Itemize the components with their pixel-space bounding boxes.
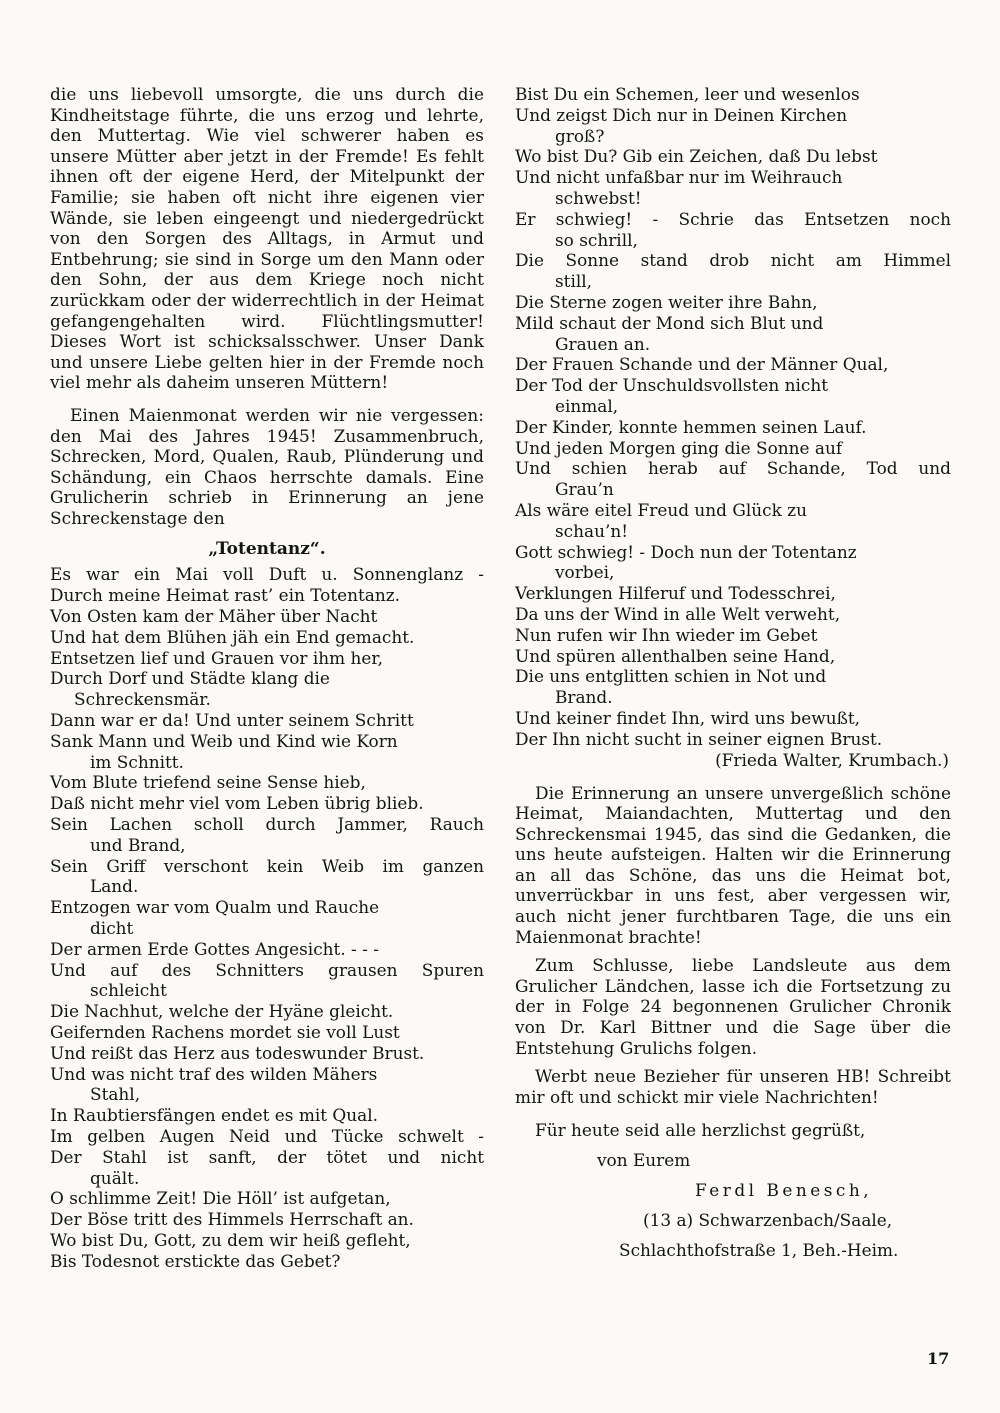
- signature-from: von Eurem: [597, 1150, 691, 1171]
- poem-line: Der Frauen Schande und der Männer Qual,: [515, 354, 889, 375]
- poem-line: Bis Todesnot erstickte das Gebet?: [50, 1250, 341, 1271]
- poem-line: Mild schaut der Mond sich Blut und: [515, 312, 824, 333]
- poem-line: Wo bist Du, Gott, zu dem wir heiß gefleht,: [50, 1229, 411, 1250]
- werbt-paragraph: Werbt neue Bezieher für unseren HB! Schreibt mir oft und schickt mir viele Nachrichten!: [515, 1066, 951, 1107]
- poem-line: Wo bist Du? Gib ein Zeichen, daß Du lebst: [515, 146, 878, 167]
- poem-line: Und jeden Morgen ging die Sonne auf: [515, 437, 843, 458]
- poem-line: Der Kinder, konnte hemmen seinen Lauf.: [515, 416, 867, 437]
- poem-attribution: (Frieda Walter, Krumbach.): [715, 749, 949, 770]
- poem-line: und Brand,: [90, 834, 186, 855]
- poem-title: „Totentanz“.: [208, 539, 326, 560]
- signature-name: Ferdl Benesch,: [695, 1180, 873, 1201]
- poem-line: Die Sterne zogen weiter ihre Bahn,: [515, 291, 818, 312]
- signature-address-line2: Schlachthofstraße 1, Beh.-Heim.: [619, 1240, 899, 1261]
- poem-line: Durch meine Heimat rast’ ein Totentanz.: [50, 585, 401, 606]
- erinnerung-paragraph: Die Erinnerung an unsere unvergeßlich schöne Heimat, Maiandachten, Muttertag und den Schreckensmai 1945, das sind die Gedanken, die uns heute aufsteigen. Halten wir die Erinnerung an all das Schöne, das uns die Heimat bot, unverrückbar in uns fest, aber vergessen wir, auch nicht jener furchtbaren Tage, die uns ein Maienmonat brachte!: [515, 782, 951, 947]
- poem-line: Der Tod der Unschuldsvollsten nicht: [515, 375, 829, 396]
- poem-line: Und zeigst Dich nur in Deinen Kirchen: [515, 104, 848, 125]
- poem-line: so schrill,: [555, 229, 638, 250]
- poem-line: vorbei,: [555, 562, 615, 583]
- poem-line: Da uns der Wind in alle Welt verweht,: [515, 603, 841, 624]
- poem-line: schau’n!: [555, 520, 628, 541]
- poem-line: Grauen an.: [555, 333, 651, 354]
- poem-line: Gott schwieg! - Doch nun der Totentanz: [515, 541, 857, 562]
- poem-line: Die Nachhut, welche der Hyäne gleicht.: [50, 1001, 394, 1022]
- poem-line: Brand.: [555, 687, 613, 708]
- poem-line: Land.: [90, 876, 139, 897]
- poem-line: Die uns entglitten schien in Not und: [515, 666, 827, 687]
- right-column: [515, 84, 951, 1265]
- poem-line: Er schwieg! - Schrie das Entsetzen noch: [515, 208, 951, 229]
- poem-line: Und hat dem Blühen jäh ein End gemacht.: [50, 626, 415, 647]
- poem-line: Sein Lachen scholl durch Jammer, Rauch: [50, 814, 484, 835]
- poem-line: Von Osten kam der Mäher über Nacht: [50, 606, 378, 627]
- poem-line: Daß nicht mehr viel vom Leben übrig blieb.: [50, 793, 424, 814]
- poem-line: dicht: [90, 918, 134, 939]
- poem-line: Und was nicht traf des wilden Mähers: [50, 1063, 378, 1084]
- poem-line: Der armen Erde Gottes Angesicht. - - -: [50, 938, 379, 959]
- poem-line: Nun rufen wir Ihn wieder im Gebet: [515, 624, 818, 645]
- poem-line: Und spüren allenthalben seine Hand,: [515, 645, 836, 666]
- poem-line: still,: [555, 271, 593, 292]
- poem-line: Durch Dorf und Städte klang die: [50, 668, 330, 689]
- poem-line: Die Sonne stand drob nicht am Himmel: [515, 250, 951, 271]
- signature-block: [515, 1115, 951, 1265]
- poem-part-left: [50, 564, 484, 1271]
- poem-line: Es war ein Mai voll Duft u. Sonnenglanz -: [50, 564, 484, 585]
- poem-line: Vom Blute triefend seine Sense hieb,: [50, 772, 366, 793]
- poem-line: Und reißt das Herz aus todeswunder Brust.: [50, 1042, 425, 1063]
- poem-line: Und auf des Schnitters grausen Spuren: [50, 959, 484, 980]
- poem-line: Und keiner findet Ihn, wird uns bewußt,: [515, 707, 861, 728]
- poem-line: Der Ihn nicht sucht in seiner eignen Brust.: [515, 728, 883, 749]
- signature-greeting: Für heute seid alle herzlichst gegrüßt,: [535, 1120, 866, 1141]
- poem-line: Und schien herab auf Schande, Tod und: [515, 458, 951, 479]
- poem-part-right: [515, 84, 951, 750]
- poem-line: schleicht: [90, 980, 167, 1001]
- signature-address-line1: (13 a) Schwarzenbach/Saale,: [643, 1210, 893, 1231]
- poem-line: Dann war er da! Und unter seinem Schritt: [50, 710, 414, 731]
- poem-line: Bist Du ein Schemen, leer und wesenlos: [515, 84, 860, 104]
- poem-line: Geifernden Rachens mordet sie voll Lust: [50, 1022, 400, 1042]
- poem-line: Der Böse tritt des Himmels Herrschaft an.: [50, 1209, 414, 1230]
- poem-line: Und nicht unfaßbar nur im Weihrauch: [515, 167, 843, 188]
- poem-line: Verklungen Hilferuf und Todesschrei,: [515, 583, 836, 604]
- poem-line: Sein Griff verschont kein Weib im ganzen: [50, 855, 484, 876]
- schluss-paragraph: Zum Schlusse, liebe Landsleute aus dem Grulicher Ländchen, lasse ich die Fortsetzung zu der in Folge 24 begonnenen Grulicher Chronik von Dr. Karl Bittner und die Sage über die Entstehung Grulichs folgen.: [515, 955, 951, 1058]
- poem-line: Der Stahl ist sanft, der tötet und nicht: [50, 1146, 484, 1167]
- poem-line: Als wäre eitel Freud und Glück zu: [515, 499, 807, 520]
- poem-line: Schreckensmär.: [74, 689, 211, 710]
- maienmonat-paragraph: Einen Maienmonat werden wir nie vergessen: den Mai des Jahres 1945! Zusammenbruch, Schrecken, Mord, Qualen, Raub, Plünderung und Schändung, ein Chaos herrschte damals. Eine Grulicherin schrieb in Erinnerung an jene Schreckenstage den: [50, 404, 484, 528]
- poem-line: Stahl,: [90, 1084, 141, 1105]
- poem-line: schwebst!: [555, 187, 642, 208]
- poem-line: groß?: [555, 125, 605, 146]
- intro-paragraph: die uns liebevoll umsorgte, die uns durch die Kindheitstage führte, die uns erzog und lehrte, den Muttertag. Wie viel schwerer haben es unsere Mütter aber jetzt in der Fremde! Es fehlt ihnen oft der eigene Herd, der Mitelpunkt der Familie; sie haben oft nicht ihre eigenen vier Wände, sie leben eingeengt und niedergedrückt von den Sorgen des Alltags, in Armut und Entbehrung; sie sind in Sorge um den Mann oder den Sohn, der aus dem Kriege noch nicht zurückkam oder der widerrechtlich in der Heimat gefangengehalten wird. Flüchtlingsmutter! Dieses Wort ist schicksalsschwer. Unser Dank und unsere Liebe gelten hier in der Fremde noch viel mehr als daheim unseren Müttern!: [50, 84, 484, 393]
- poem-line: im Schnitt.: [90, 751, 184, 772]
- poem-line: O schlimme Zeit! Die Höll’ ist aufgetan,: [50, 1188, 391, 1209]
- poem-line: Im gelben Augen Neid und Tücke schwelt -: [50, 1125, 484, 1146]
- page-number: 17: [927, 1349, 950, 1368]
- poem-line: Entzogen war vom Qualm und Rauche: [50, 897, 380, 918]
- poem-line: Grau’n: [555, 479, 614, 500]
- poem-line: In Raubtiersfängen endet es mit Qual.: [50, 1105, 378, 1126]
- poem-line: quält.: [90, 1167, 140, 1188]
- poem-line: Entsetzen lief und Grauen vor ihm her,: [50, 647, 383, 668]
- left-column: [50, 84, 484, 1272]
- poem-line: Sank Mann und Weib und Kind wie Korn: [50, 730, 398, 751]
- poem-line: einmal,: [555, 395, 619, 416]
